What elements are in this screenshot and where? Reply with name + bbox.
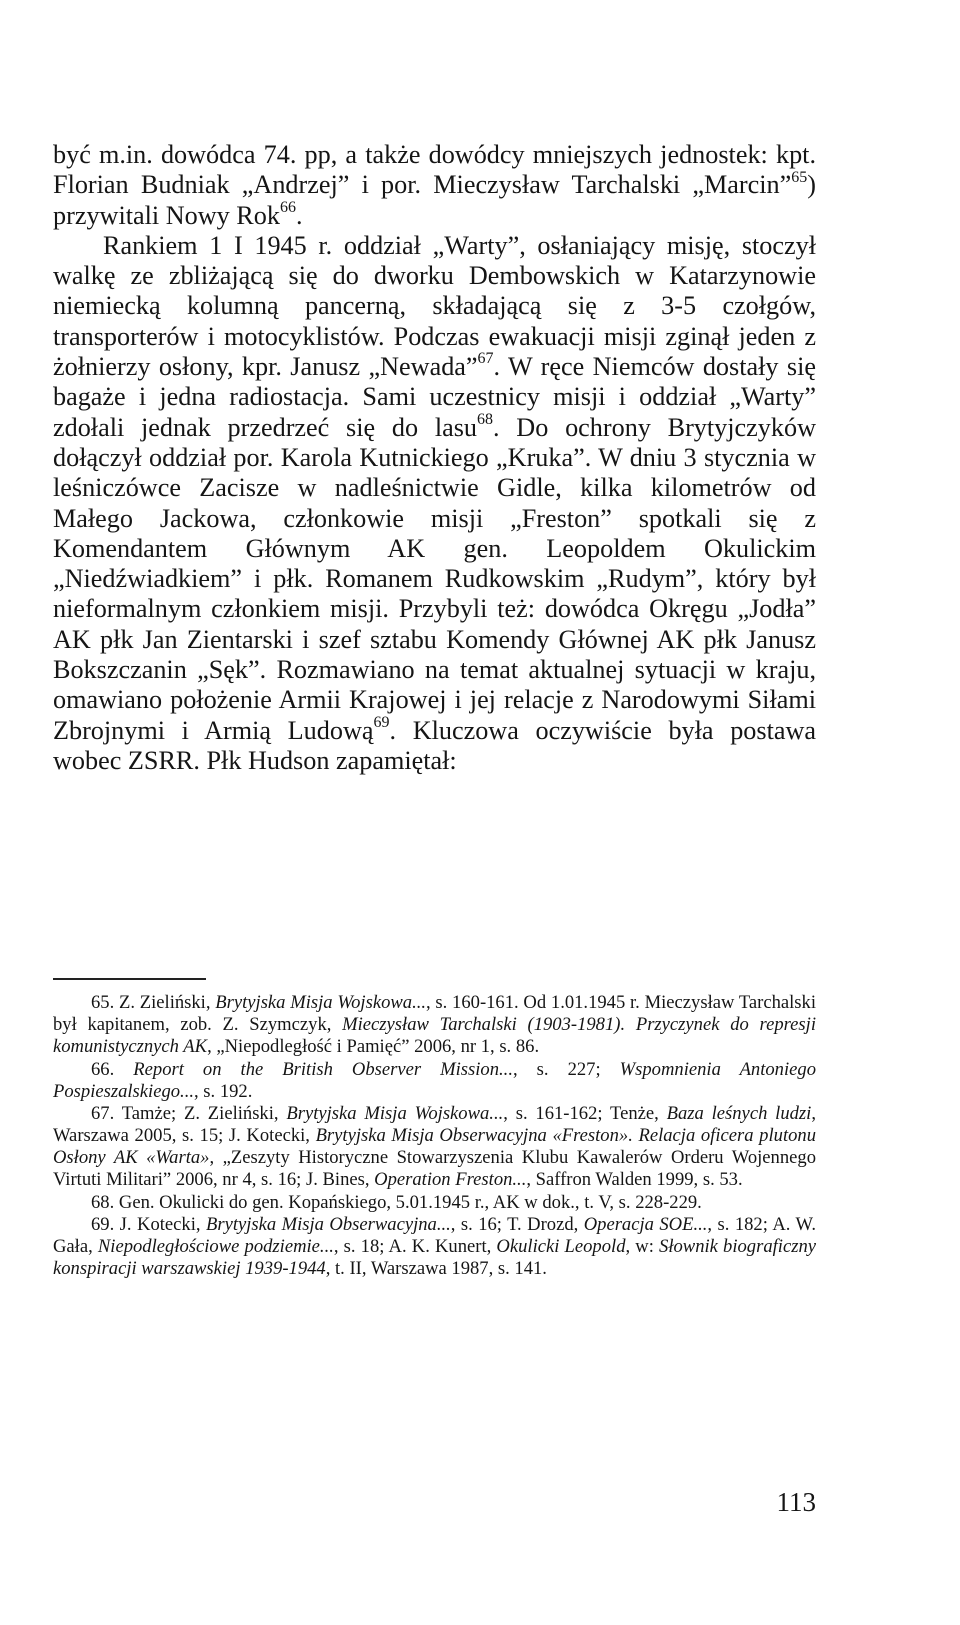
paragraph — [53, 140, 816, 231]
text-run: , s. 18; A. K. Kunert, — [333, 1236, 497, 1257]
italic-title: Brytyjska Misja Obserwacyjna... — [205, 1214, 451, 1235]
italic-title: Baza leśnych ludzi — [666, 1103, 812, 1124]
text-run: , s. 161-162; Tenże, — [503, 1103, 667, 1124]
text-run: , t. II, Warszawa 1987, s. 141. — [325, 1258, 547, 1279]
italic-title: Słownik biograficzny konspiracji warszawskiej 1939-1944 — [53, 1236, 817, 1279]
text-run: . Kluczowa oczywiście była postawa wobec ZSRR. Płk Hudson zapamiętał: — [53, 715, 817, 775]
italic-title: Mieczysław Tarchalski (1903-1981). Przyczynek do represji komunistycznych AK — [53, 1014, 816, 1057]
italic-title: Okulicki Leopold — [496, 1236, 626, 1257]
text-run: , Warszawa 2005, s. 15; J. Kotecki, — [53, 1103, 816, 1146]
text-run: , s. 182; A. W. Gała, — [53, 1214, 816, 1257]
text-run: 68. Gen. Okulicki do gen. Kopańskiego, 5.01.1945 r., AK w dok., t. V, s. 228-229. — [91, 1191, 702, 1213]
text-run: , w: — [625, 1236, 660, 1257]
text-run: , „Zeszyty Historyczne Stowarzyszenia Klubu Kawalerów Orderu Wojennego Virtuti Militari” 2006, nr 4, s. 16; J. Bines, — [53, 1147, 816, 1190]
text-run: ) przywitali Nowy Rok — [53, 170, 816, 230]
text-run: być m.in. dowódca 74. pp, a także dowódcy mniejszych jednostek: kpt. Florian Budniak „Andrzej” i por. Mieczysław Tarchalski „Marcin” — [53, 140, 816, 200]
main-text — [53, 140, 816, 776]
text-run: , s. 16; T. Drozd, — [450, 1214, 584, 1235]
page-number: 113 — [776, 1487, 816, 1517]
italic-title: Brytyjska Misja Wojskowa... — [286, 1103, 504, 1124]
text-run: , s. 227; — [512, 1058, 620, 1080]
italic-title: Operacja SOE... — [583, 1214, 708, 1235]
footnote-68 — [53, 1192, 816, 1214]
italic-title: Brytyjska Misja Obserwacyjna «Freston». Relacja oficera plutonu Osłony AK «Warta» — [53, 1125, 816, 1168]
text-run: 66. — [91, 1058, 134, 1080]
text-run: . Do ochrony Brytyjczyków dołączył oddział por. Karola Kutnickiego „Kruka”. W dniu 3 stycznia w leśniczówce Zacisze w nadleśnictwie Gidle, kilka kilometrów od Małego Jackowa, członkowie misji „Freston” spotkali się z Komendantem Głównym AK gen. Leopoldem Okulickim „Niedźwiadkiem” i płk. Romanem Rudkowskim „Rudym”, który był nieformalnym członkiem misji. Przybyli też: dowódca Okręgu „Jodła” AK płk Jan Zientarski i szef sztabu Komendy Głównej AK płk Janusz Bokszczanin „Sęk”. Rozmawiano na temat aktualnej sytuacji w kraju, omawiano położenie Armii Krajowej i jej relacje z Narodowymi Siłami Zbrojnymi i Armią Ludową — [53, 412, 816, 745]
footnote-67 — [53, 1103, 816, 1191]
italic-title: Report on the British Observer Mission... — [133, 1058, 513, 1080]
footnote-ref-69[interactable]: 69 — [373, 713, 390, 731]
footnote-ref-66[interactable]: 66 — [279, 198, 296, 216]
footnote-ref-68[interactable]: 68 — [477, 410, 494, 428]
footnotes — [53, 992, 816, 1281]
italic-title: Niepodległościowe podziemie... — [97, 1236, 334, 1257]
text-run: 65. Z. Zieliński, — [91, 992, 216, 1013]
footnote-69 — [53, 1214, 816, 1280]
italic-title: Brytyjska Misja Wojskowa... — [215, 992, 427, 1013]
paragraph — [53, 231, 816, 776]
footnote-separator — [53, 978, 206, 980]
italic-title: Wspomnienia Antoniego Pospieszalskiego... — [53, 1058, 816, 1102]
footnote-ref-65[interactable]: 65 — [791, 168, 808, 186]
text-run: , s. 160-161. Od 1.01.1945 r. Mieczysław Tarchalski był kapitanem, zob. Z. Szymczyk, — [53, 992, 817, 1035]
text-run: , s. 192. — [194, 1080, 253, 1102]
footnote-66 — [53, 1059, 816, 1103]
text-run: . W ręce Niemców dostały się bagaże i jedna radiostacja. Sami uczestnicy misji i oddział „Warty” zdołali jednak przedrzeć się do lasu — [53, 352, 816, 442]
text-run: . — [295, 200, 303, 230]
text-run: 67. Tamże; Z. Zieliński, — [91, 1103, 287, 1124]
text-run: 69. J. Kotecki, — [91, 1214, 206, 1235]
text-run: Rankiem 1 I 1945 r. oddział „Warty”, osłaniający misję, stoczył walkę ze zbliżającą się do dworku Dembowskich w Katarzynowie niemiecką kolumną pancerną, składającą się z 3-5 czołgów, transporterów i motocyklistów. Podczas ewakuacji misji zginął jeden z żołnierzy osłony, kpr. Janusz „Newada” — [53, 230, 816, 382]
text-run: , „Niepodległość i Pamięć” 2006, nr 1, s. 86. — [207, 1036, 540, 1057]
footnote-65 — [53, 992, 816, 1058]
italic-title: Operation Freston... — [374, 1169, 527, 1190]
text-run: , Saffron Walden 1999, s. 53. — [526, 1169, 743, 1190]
footnote-ref-67[interactable]: 67 — [477, 350, 494, 368]
